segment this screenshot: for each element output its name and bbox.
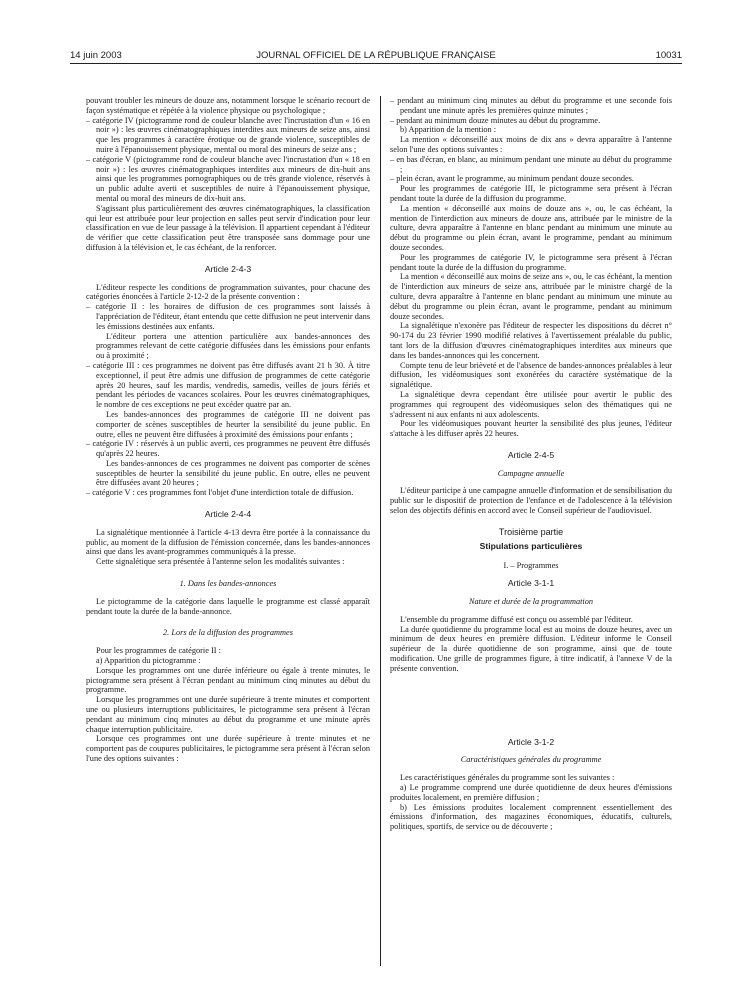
paragraph: pouvant troubler les mineurs de douze ans, notamment lorsque le scénario recourt de façon systématique et répétée à la violence physique ou psychologique ; [86,96,370,115]
paragraph: Pour les programmes de catégorie III, le pictogramme sera présent à l'écran pendant toute la durée de la diffusion du programme. [390,184,672,203]
list-item: – catégorie V : ces programmes font l'objet d'une interdiction totale de diffusion. [86,488,354,498]
list-item: – pendant au minimum cinq minutes au début du programme et une seconde fois pendant une minute après les premières quinze minutes ; [390,96,672,115]
paragraph: Les caractéristiques générales du programme sont les suivantes : [400,773,615,783]
subsection-heading: Caractéristiques générales du programme [460,755,602,765]
paragraph: L'ensemble du programme diffusé est conçu ou assemblé par l'éditeur. [400,614,633,624]
paragraph: Lorsque les programmes ont une durée inférieure ou égale à trente minutes, le pictogramme sera présent à l'écran pendant au minimum cinq minutes au début du programme. [86,665,370,695]
page-number: 10031 [655,50,682,61]
paragraph: Lorsque les programmes ont une durée supérieure à trente minutes et comportent une ou plusieurs interruptions publicitaires, le pictogramme sera présent à l'écran pendant au minimum cinq minutes au début du programme et une minute après chaque interruption publicitaire. [86,695,370,734]
paragraph: b) Les émissions produites localement comprennent essentiellement des émissions d'information, des magazines économiques, éducatifs, culturels, politiques, sportifs, de service ou de découverte ; [390,802,672,832]
list-item: – catégorie IV (pictogramme rond de couleur blanche avec l'incrustation d'un « 16 en noir ») : les œuvres cinématographiques interdites aux mineurs de seize ans, ainsi que les programmes à caractère érotique ou de grande violence, susceptibles de nuire à l'épanouissement physique, mental ou moral des mineurs de seize ans ; [86,115,370,154]
paragraph: L'éditeur portera une attention particulière aux bandes-annonces des programmes relevant de cette catégorie diffusées dans les émissions pour enfants ou à proximité ; [96,331,370,361]
paragraph: Pour les programmes de catégorie II : [96,646,221,656]
article-heading: Article 3-1-1 [507,578,555,589]
article-heading: Article 2-4-3 [204,263,252,274]
section-heading: I. – Programmes [503,561,559,571]
paragraph: La mention « déconseillé aux moins de dix ans » devra apparaître à l'antenne selon l'une des options suivantes : [390,135,672,154]
page-header [70,50,682,64]
article-heading: Article 2-4-5 [507,449,555,460]
paragraph: Les bandes-annonces des programmes de catégorie III ne doivent pas comporter de scènes susceptibles de heurter la sensibilité du jeune public. En outre, elles ne peuvent être diffusées à proximité des émissions pour enfants ; [96,409,370,439]
paragraph: a) Apparition du pictogramme : [96,656,201,666]
list-item: – plein écran, avant le programme, au minimum pendant douze secondes. [390,174,634,184]
subsection-heading: 2. Lors de la diffusion des programmes [163,628,293,638]
subsection-heading: Campagne annuelle [497,468,565,478]
paragraph: Pour les vidéomusiques pouvant heurter la sensibilité des plus jeunes, l'éditeur s'attache à les diffuser après 22 heures. [390,419,672,439]
paragraph: La signalétique mentionnée à l'article 4-13 devra être portée à la connaissance du public, au moment de la diffusion de l'émission concernée, dans les bandes-annonces ainsi que dans les avant-programmes communiqués à la presse. [86,527,370,557]
paragraph: La signalétique devra cependant être utilisée pour avertir le public des programmes qui regroupent des vidéomusiques selon des thématiques qui ne s'adressent ni aux enfants ni aux adolescents. [390,389,672,419]
paragraph: Cette signalétique sera présentée à l'antenne selon les modalités suivantes : [96,557,345,567]
column-divider [380,96,381,966]
paragraph: Lorsque ces programmes ont une durée supérieure à trente minutes et ne comportent pas de coupures publicitaires, le pictogramme sera présent à l'écran selon l'une des options suivantes : [86,734,370,764]
list-item: – catégorie II : les horaires de diffusion de ces programmes sont laissés à l'appréciation de l'éditeur, étant entendu que cette diffusion ne peut intervenir dans les émissions destinées aux enfants. [86,302,370,331]
list-item: – catégorie III : ces programmes ne doivent pas être diffusés avant 21 h 30. À titre exceptionnel, il peut être admis une diffusion de programmes de cette catégorie après 20 heures, sauf les mardis, vendredis, samedis, veilles de jours fériés et pendant les périodes de vacances scolaires. Pour les œuvres cinématographiques, le nombre de ces exceptions ne peut excéder quatre par an. [86,360,370,410]
spacer [390,674,672,726]
list-item: – pendant au minimum douze minutes au début du programme. [390,115,601,125]
journal-title: JOURNAL OFFICIEL DE LA RÉPUBLIQUE FRANÇAISE [256,50,496,61]
issue-date: 14 juin 2003 [70,50,122,61]
paragraph: a) Le programme comprend une durée quotidienne de deux heures d'émissions produites localement, en première diffusion ; [390,783,672,802]
list-item: – en bas d'écran, en blanc, au minimum pendant une minute au début du programme ; [390,154,672,174]
paragraph: La mention « déconseillé aux moins de seize ans », ou, le cas échéant, la mention de l'interdiction aux mineurs de seize ans, attribuée par le ministre chargé de la culture, devra apparaître à l'antenne en blanc pendant au minimum une minute au début du programme ou plein écran, avant le programme, pendant au minimum douze secondes. [390,272,672,321]
paragraph: La durée quotidienne du programme local est au moins de douze heures, avec un minimum de deux heures en première diffusion. L'éditeur informe le Conseil supérieur de la durée quotidienne de son programme, ainsi que de toute modification. Une grille de programmes figure, à titre indicatif, à l'annexe V de la présente convention. [390,624,672,673]
part-heading: Troisième partie [498,526,564,537]
paragraph: Pour les programmes de catégorie IV, le pictogramme sera présent à l'écran pendant toute la durée de la diffusion du programme. [390,252,672,272]
article-heading: Article 2-4-4 [204,509,252,520]
paragraph: La signalétique n'exonère pas l'éditeur de respecter les dispositions du décret n° 90-174 du 23 février 1990 modifié relatives à l'avertissement préalable du public, tant lors de la diffusion d'œuvres cinématographiques interdites aux mineurs que dans les bandes-annonces qui les concernent. [390,321,672,360]
subsection-heading: Nature et durée de la programmation [468,597,594,607]
paragraph: b) Apparition de la mention : [400,125,497,135]
paragraph: S'agissant plus particulièrement des œuvres cinématographiques, la classification qui leur est attribuée pour leur projection en salles peut servir d'indication pour leur classification en vue de leur passage à la télévision. Il appartient cependant à l'éditeur de vérifier que cette classification peut être transposée sans dommage pour une diffusion à la télévision et, le cas échéant, de la renforcer. [86,203,370,252]
left-column [86,96,370,764]
list-item: – catégorie IV : réservés à un public averti, ces programmes ne peuvent être diffusés qu'après 22 heures. [86,439,370,459]
right-column [390,96,672,832]
paragraph: Compte tenu de leur brièveté et de l'absence de bandes-annonces préalables à leur diffusion, les vidéomusiques sont exonérées du caractère systématique de la signalétique. [390,360,672,390]
list-item: – catégorie V (pictogramme rond de couleur blanche avec l'incrustation d'un « 18 en noir ») : les œuvres cinématographiques interdites aux mineurs de dix-huit ans ainsi que les programmes pornographiques ou de très grande violence, réservés à un public adulte averti et susceptibles de nuire à l'épanouissement physique, mental ou moral des mineurs de dix-huit ans. [86,154,370,203]
paragraph: L'éditeur participe à une campagne annuelle d'information et de sensibilisation du public sur le dispositif de protection de l'enfance et de l'adolescence à la télévision selon des objectifs définis en accord avec le Conseil supérieur de l'audiovisuel. [390,486,672,516]
paragraph: La mention « déconseillé aux moins de douze ans », ou, le cas échéant, la mention de l'interdiction aux mineurs de douze ans, attribuée par le ministre de la culture, devra apparaître à l'antenne en blanc pendant au minimum une minute au début du programme ou plein écran, avant le programme, pendant au minimum douze secondes. [390,203,672,252]
paragraph: Le pictogramme de la catégorie dans laquelle le programme est classé apparaît pendant toute la durée de la bande-annonce. [86,596,370,616]
paragraph: Les bandes-annonces de ces programmes ne doivent pas comporter de scènes susceptibles de heurter la sensibilité du jeune public. En outre, elles ne peuvent être diffusées avant 20 heures ; [96,458,370,488]
subsection-heading: 1. Dans les bandes-annonces [179,579,277,589]
part-subheading: Stipulations particulières [479,540,583,551]
paragraph: L'éditeur respecte les conditions de programmation suivantes, pour chacune des catégories énoncées à l'article 2-12-2 de la présente convention : [86,282,370,302]
article-heading: Article 3-1-2 [507,736,555,747]
